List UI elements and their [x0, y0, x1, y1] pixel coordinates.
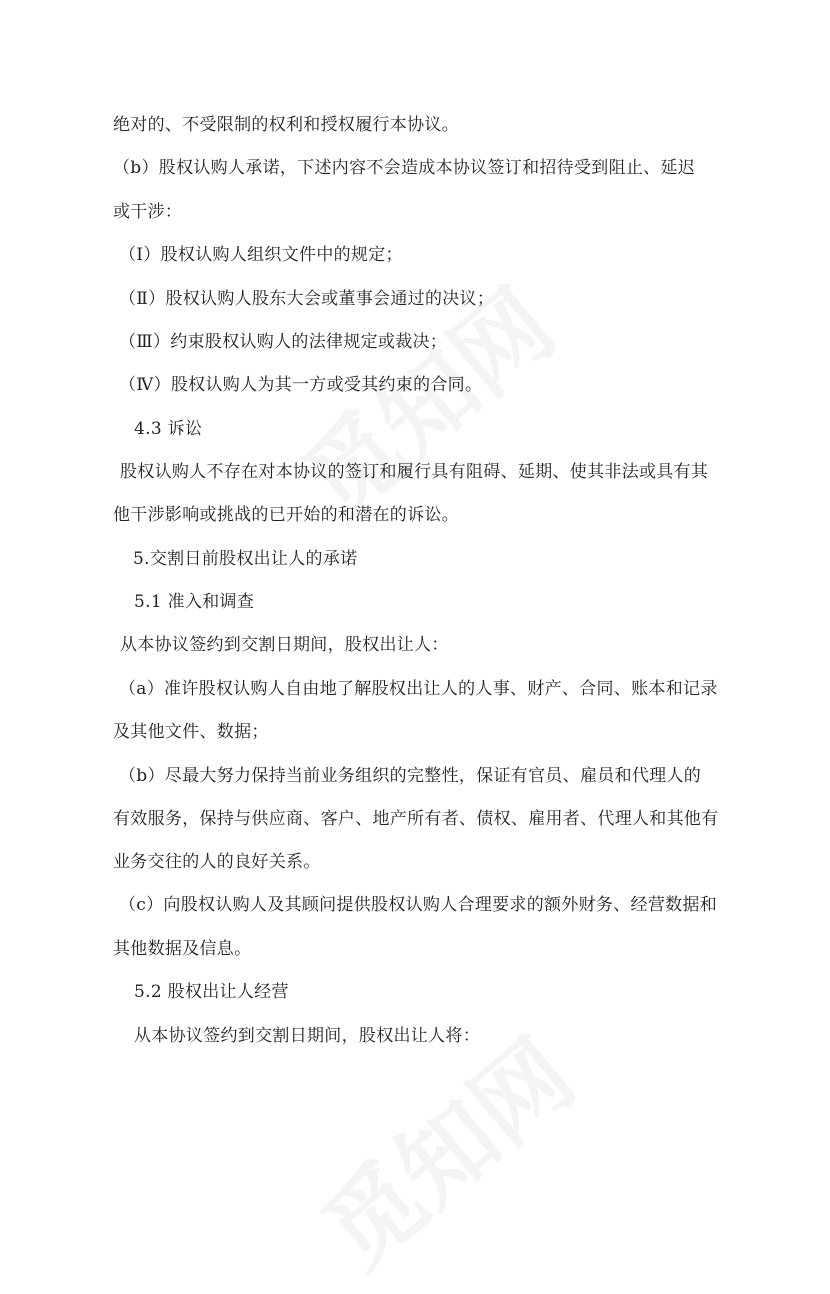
section-heading-4-3: 4.3 诉讼	[134, 419, 203, 439]
text-line-18: 业务交往的人的良好关系。	[113, 852, 321, 872]
text-line-10: 他干涉影响或挑战的已开始的和潜在的诉讼。	[113, 505, 459, 525]
text-line-5: （Ⅱ）股权认购人股东大会或董事会通过的决议；	[119, 289, 495, 309]
section-heading-5-2: 5.2 股权出让人经营	[134, 982, 289, 1002]
section-heading-5-1: 5.1 准入和调查	[134, 592, 255, 612]
text-line-16: （b）尽最大努力保持当前业务组织的完整性，保证有官员、雇员和代理人的	[119, 766, 702, 786]
text-line-4: （Ⅰ）股权认购人组织文件中的规定；	[119, 245, 403, 265]
text-line-1: 绝对的、不受限制的权利和授权履行本协议。	[113, 115, 459, 135]
text-line-13: 从本协议签约到交割日期间，股权出让人：	[120, 635, 449, 655]
text-line-17: 有效服务，保持与供应商、客户、地产所有者、债权、雇用者、代理人和其他有	[113, 809, 719, 829]
text-line-22: 从本协议签约到交割日期间，股权出让人将：	[134, 1026, 480, 1046]
text-line-14: （a）准许股权认购人自由地了解股权出让人的人事、财产、合同、账本和记录	[119, 679, 718, 699]
text-line-7: （Ⅳ）股权认购人为其一方或受其约束的合同。	[119, 375, 483, 395]
text-line-2: （b）股权认购人承诺，下述内容不会造成本协议签订和招待受到阻止、延迟	[113, 158, 696, 178]
text-line-9: 股权认购人不存在对本协议的签订和履行具有阻碍、延期、使其非法或具有其	[120, 462, 709, 482]
section-heading-5: 5.交割日前股权出让人的承诺	[133, 549, 358, 569]
text-line-19: （c）向股权认购人及其顾问提供股权认购人合理要求的额外财务、经营数据和	[119, 895, 718, 915]
text-line-20: 其他数据及信息。	[113, 939, 252, 959]
text-line-3: 或干涉：	[113, 202, 183, 222]
text-line-6: （Ⅲ）约束股权认购人的法律规定或裁决；	[119, 332, 448, 352]
text-line-15: 及其他文件、数据；	[113, 722, 269, 742]
